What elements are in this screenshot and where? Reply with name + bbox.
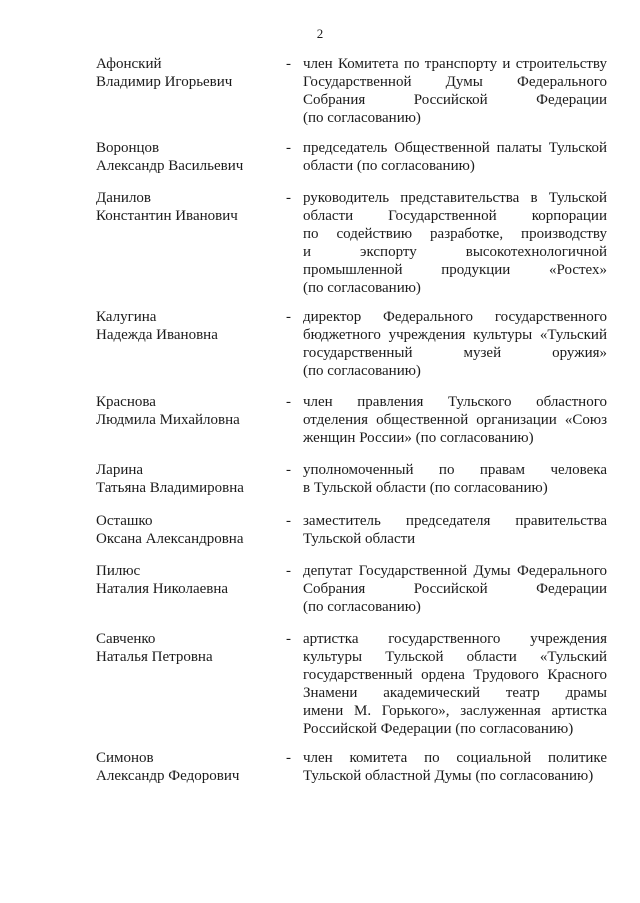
position-line: руководитель представительства в Тульской bbox=[303, 190, 607, 206]
position-line: культуры Тульской области «Тульский bbox=[303, 649, 607, 665]
member-given-names: Наталия Николаевна bbox=[96, 581, 229, 597]
member-given-names: Владимир Игорьевич bbox=[96, 74, 233, 90]
dash-separator: - bbox=[286, 309, 291, 325]
position-line: депутат Государственной Думы Федерального bbox=[303, 563, 607, 579]
member-name bbox=[96, 189, 286, 225]
member-given-names: Александр Васильевич bbox=[96, 158, 244, 174]
member-given-names: Оксана Александровна bbox=[96, 531, 244, 547]
position-line: Собрания Российской Федерации bbox=[303, 92, 607, 108]
position-line: Знамени академический театр драмы bbox=[303, 685, 607, 701]
dash-separator: - bbox=[286, 140, 291, 156]
member-position bbox=[303, 139, 607, 175]
position-line: председатель Общественной палаты Тульской bbox=[303, 140, 607, 156]
member-surname: Краснова bbox=[96, 394, 156, 410]
position-line: области Государственной корпорации bbox=[303, 208, 607, 224]
dash-separator: - bbox=[286, 750, 291, 766]
member-name bbox=[96, 512, 286, 548]
member-given-names: Людмила Михайловна bbox=[96, 412, 240, 428]
member-position bbox=[303, 461, 607, 497]
position-line: (по согласованию) bbox=[303, 363, 421, 379]
dash-separator: - bbox=[286, 513, 291, 529]
member-position bbox=[303, 630, 607, 738]
member-surname: Афонский bbox=[96, 56, 162, 72]
member-given-names: Татьяна Владимировна bbox=[96, 480, 244, 496]
dash-separator: - bbox=[286, 631, 291, 647]
member-surname: Ларина bbox=[96, 462, 144, 478]
position-line: (по согласованию) bbox=[303, 599, 421, 615]
member-position bbox=[303, 393, 607, 447]
member-position bbox=[303, 189, 607, 297]
position-line: (по согласованию) bbox=[303, 110, 421, 126]
member-name bbox=[96, 749, 286, 785]
position-line: бюджетного учреждения культуры «Тульский bbox=[303, 327, 607, 343]
dash-separator: - bbox=[286, 563, 291, 579]
position-line: отделения общественной организации «Союз bbox=[303, 412, 607, 428]
member-name bbox=[96, 562, 286, 598]
position-line: артистка государственного учреждения bbox=[303, 631, 607, 647]
member-given-names: Константин Иванович bbox=[96, 208, 238, 224]
dash-separator: - bbox=[286, 462, 291, 478]
member-given-names: Александр Федорович bbox=[96, 768, 240, 784]
member-position bbox=[303, 749, 607, 785]
position-line: государственный музей оружия» bbox=[303, 345, 607, 361]
member-surname: Симонов bbox=[96, 750, 154, 766]
member-position bbox=[303, 562, 607, 616]
member-surname: Пилюс bbox=[96, 563, 141, 579]
member-position bbox=[303, 308, 607, 380]
position-line: член комитета по социальной политике bbox=[303, 750, 607, 766]
member-surname: Осташко bbox=[96, 513, 153, 529]
position-line: уполномоченный по правам человека bbox=[303, 462, 607, 478]
member-name bbox=[96, 139, 286, 175]
member-name bbox=[96, 393, 286, 429]
member-name bbox=[96, 55, 286, 91]
position-line: Государственной Думы Федерального bbox=[303, 74, 607, 90]
member-name bbox=[96, 630, 286, 666]
position-line: (по согласованию) bbox=[303, 280, 421, 296]
position-line: в Тульской области (по согласованию) bbox=[303, 480, 548, 496]
position-line: государственный ордена Трудового Красного bbox=[303, 667, 607, 683]
member-position bbox=[303, 55, 607, 127]
position-line: Тульской областной Думы (по согласованию) bbox=[303, 768, 594, 784]
position-line: член Комитета по транспорту и строительству bbox=[303, 56, 607, 72]
page-number: 2 bbox=[316, 26, 324, 41]
dash-separator: - bbox=[286, 190, 291, 206]
member-surname: Савченко bbox=[96, 631, 156, 647]
member-name bbox=[96, 308, 286, 344]
dash-separator: - bbox=[286, 56, 291, 72]
position-line: области (по согласованию) bbox=[303, 158, 475, 174]
position-line: по содействию разработке, производству bbox=[303, 226, 607, 242]
member-given-names: Надежда Ивановна bbox=[96, 327, 218, 343]
member-name bbox=[96, 461, 286, 497]
position-line: промышленной продукции «Ростех» bbox=[303, 262, 607, 278]
member-surname: Калугина bbox=[96, 309, 157, 325]
member-surname: Воронцов bbox=[96, 140, 160, 156]
position-line: заместитель председателя правительства bbox=[303, 513, 607, 529]
position-line: и экспорту высокотехнологичной bbox=[303, 244, 607, 260]
position-line: имени М. Горького», заслуженная артистка bbox=[303, 703, 607, 719]
member-surname: Данилов bbox=[96, 190, 152, 206]
position-line: Российской Федерации (по согласованию) bbox=[303, 721, 574, 737]
position-line: женщин России» (по согласованию) bbox=[303, 430, 534, 446]
position-line: член правления Тульского областного bbox=[303, 394, 607, 410]
position-line: директор Федерального государственного bbox=[303, 309, 607, 325]
member-position bbox=[303, 512, 607, 548]
position-line: Собрания Российской Федерации bbox=[303, 581, 607, 597]
dash-separator: - bbox=[286, 394, 291, 410]
member-given-names: Наталья Петровна bbox=[96, 649, 213, 665]
position-line: Тульской области bbox=[303, 531, 416, 547]
